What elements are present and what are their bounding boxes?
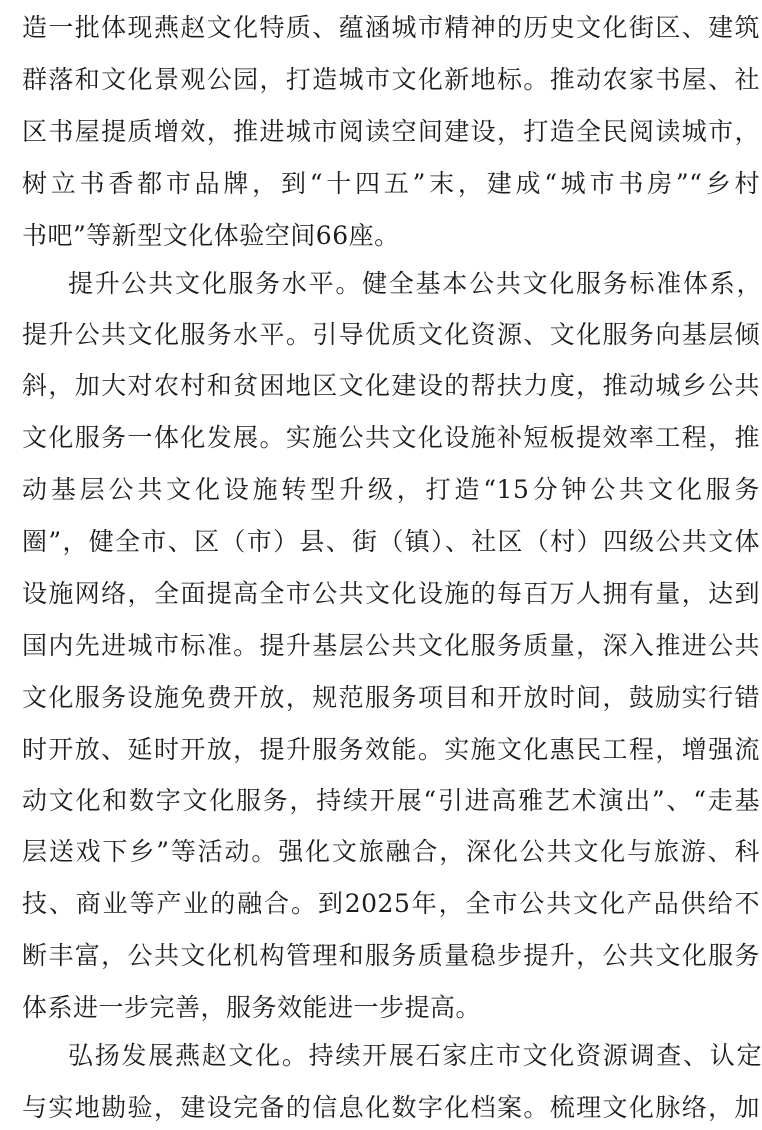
text-line: 断丰富，公共文化机构管理和服务质量稳步提升，公共文化服务 — [22, 941, 760, 970]
text-line: 提升公共文化服务水平。引导优质文化资源、文化服务向基层倾 — [22, 320, 760, 349]
text-line: 动文化和数字文化服务，持续开展“引进高雅艺术演出”、“走基 — [22, 786, 760, 815]
text-line: 动基层公共文化设施转型升级，打造“15分钟公共文化服务 — [22, 475, 760, 504]
text-line: 书吧”等新型文化体验空间66座。 — [22, 221, 400, 250]
text-line: 国内先进城市标准。提升基层公共文化服务质量，深入推进公共 — [22, 631, 760, 660]
text-line: 技、商业等产业的融合。到2025年，全市公共文化产品供给不 — [22, 889, 760, 918]
text-line: 斜，加大对农村和贫困地区文化建设的帮扶力度，推动城乡公共 — [22, 371, 760, 400]
text-line: 圈”，健全市、区（市）县、街（镇）、社区（村）四级公共文体 — [22, 527, 760, 556]
text-line: 时开放、延时开放，提升服务效能。实施文化惠民工程，增强流 — [22, 735, 760, 764]
text-line: 区书屋提质增效，推进城市阅读空间建设，打造全民阅读城市， — [22, 117, 760, 146]
text-line: 与实地勘验，建设完备的信息化数字化档案。梳理文化脉络，加 — [22, 1093, 760, 1122]
text-line: 层送戏下乡”等活动。强化文旅融合，深化公共文化与旅游、科 — [22, 837, 760, 866]
text-line: 造一批体现燕赵文化特质、蕴涵城市精神的历史文化街区、建筑 — [22, 13, 760, 42]
paragraph-first-line: 提升公共文化服务水平。健全基本公共文化服务标准体系， — [68, 269, 762, 298]
text-line: 体系进一步完善，服务效能进一步提高。 — [22, 993, 482, 1022]
paragraph-first-line: 弘扬发展燕赵文化。持续开展石家庄市文化资源调查、认定 — [68, 1041, 762, 1070]
text-line: 树立书香都市品牌，到“十四五”末，建成“城市书房”“乡村 — [22, 169, 760, 198]
text-line: 群落和文化景观公园，打造城市文化新地标。推动农家书屋、社 — [22, 65, 760, 94]
text-line: 文化服务一体化发展。实施公共文化设施补短板提效率工程，推 — [22, 423, 760, 452]
text-line: 设施网络，全面提高全市公共文化设施的每百万人拥有量，达到 — [22, 579, 760, 608]
text-line: 文化服务设施免费开放，规范服务项目和开放时间，鼓励实行错 — [22, 683, 760, 712]
